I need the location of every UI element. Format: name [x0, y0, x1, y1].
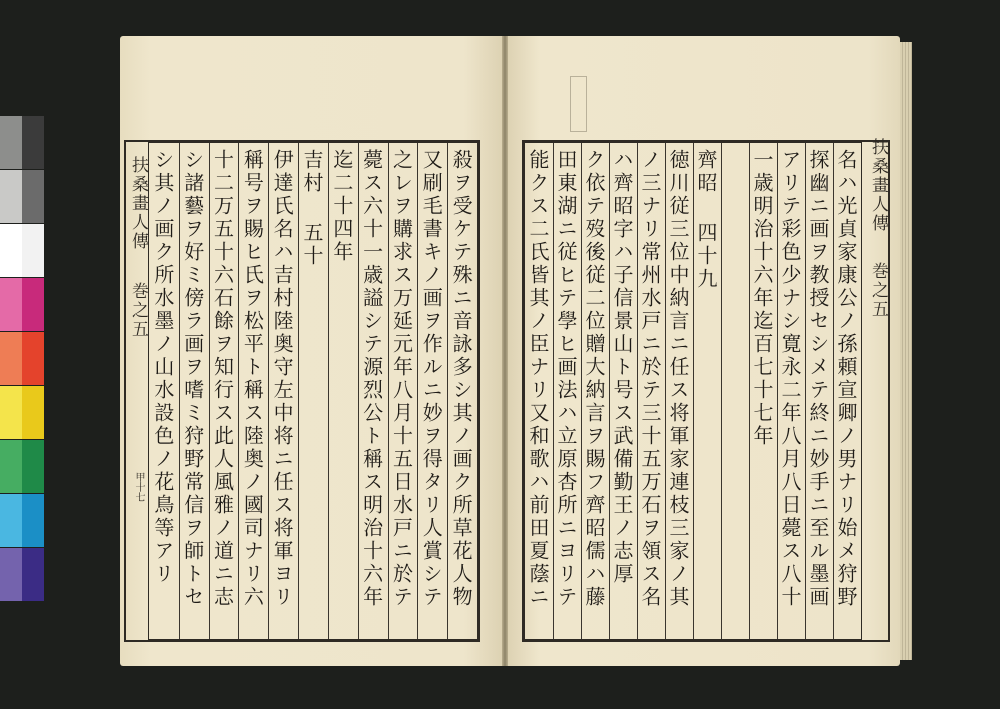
column-rule	[721, 143, 722, 639]
column-rule	[179, 143, 180, 639]
swatch-dark	[22, 170, 44, 223]
swatch-light	[0, 332, 22, 385]
right-text-column: アリテ彩色少ナシ寛永二年八月八日薨ス八十	[778, 149, 802, 609]
color-calibration-strip	[0, 116, 44, 602]
left-text-column: 吉村 五十	[300, 149, 324, 268]
left-text-column: 稱号ヲ賜ヒ氏ヲ松平ト稱ス陸奥ノ國司ナリ六	[240, 149, 265, 609]
swatch-dark	[22, 386, 44, 439]
left-page-text-block	[148, 142, 478, 640]
column-rule	[447, 143, 448, 639]
page-fore-edge	[900, 42, 912, 660]
swatch-dark	[22, 548, 44, 601]
column-rule	[693, 143, 694, 639]
faint-stamp	[570, 76, 587, 132]
left-fold-volume: 巻之五	[128, 282, 148, 339]
column-rule	[777, 143, 778, 639]
swatch-dark	[22, 278, 44, 331]
column-rule	[581, 143, 582, 639]
column-rule	[268, 143, 269, 639]
right-text-column: ク依テ歿後従二位贈大納言ヲ賜フ齊昭儒ハ藤	[582, 149, 606, 609]
swatch-light	[0, 548, 22, 601]
swatch-light	[0, 494, 22, 547]
swatch-light	[0, 170, 22, 223]
column-rule	[328, 143, 329, 639]
column-rule	[637, 143, 638, 639]
open-book	[116, 28, 914, 674]
column-rule	[238, 143, 239, 639]
right-page-text-block	[524, 142, 862, 640]
swatch-dark	[22, 494, 44, 547]
swatch-dark	[22, 116, 44, 169]
right-page	[508, 36, 900, 666]
column-rule	[388, 143, 389, 639]
column-rule	[609, 143, 610, 639]
right-text-column: 能クス二氏皆其ノ臣ナリ又和歌ハ前田夏蔭ニ	[526, 149, 550, 609]
right-text-column: 田東湖ニ従ヒテ學ヒ画法ハ立原杏所ニヨリテ	[554, 149, 578, 609]
left-text-column: シ其ノ画ク所水墨ノ山水設色ノ花鳥等アリ	[150, 149, 175, 586]
right-fold-title: 扶桑畫人傳	[868, 138, 888, 233]
swatch-light	[0, 440, 22, 493]
swatch-light	[0, 116, 22, 169]
left-text-column: シ諸藝ヲ好ミ傍ラ画ヲ嗜ミ狩野常信ヲ師トセ	[180, 149, 205, 609]
right-text-column: 名ハ光貞家康公ノ孫頼宣卿ノ男ナリ始メ狩野	[834, 149, 858, 609]
left-text-column: 伊達氏名ハ吉村陸奥守左中将ニ任ス将軍ヨリ	[270, 149, 295, 609]
right-fold-volume: 巻之五	[868, 262, 888, 319]
left-text-column: 之レヲ購求ス万延元年八月十五日水戸ニ於テ	[389, 149, 414, 609]
swatch-light	[0, 278, 22, 331]
left-page	[120, 36, 502, 666]
column-rule	[209, 143, 210, 639]
column-rule	[298, 143, 299, 639]
right-text-column: 探幽ニ画ヲ教授セシメテ終ニ妙手ニ至ル墨画	[806, 149, 830, 609]
left-text-column: 殺ヲ受ケテ殊ニ音詠多シ其ノ画ク所草花人物	[449, 149, 474, 609]
right-text-column: 齊昭 四十九	[694, 149, 718, 291]
column-rule	[833, 143, 834, 639]
swatch-light	[0, 224, 22, 277]
left-fold-leaf: 甲十七	[133, 472, 144, 502]
right-page-frame	[522, 140, 890, 642]
column-rule	[417, 143, 418, 639]
left-text-column: 十二万五十六石餘ヲ知行ス此人風雅ノ道ニ志	[210, 149, 235, 609]
right-text-column: ノ三ナリ常州水戸ニ於テ三十五万石ヲ領ス名	[638, 149, 662, 609]
column-rule	[805, 143, 806, 639]
left-text-column: 迄二十四年	[329, 149, 354, 264]
left-text-column: 又刷毛書キノ画ヲ作ルニ妙ヲ得タリ人賞シテ	[419, 149, 444, 609]
swatch-dark	[22, 332, 44, 385]
column-rule	[749, 143, 750, 639]
column-rule	[358, 143, 359, 639]
swatch-light	[0, 386, 22, 439]
left-text-column: 薨ス六十一歳謚シテ源烈公ト稱ス明治十六年	[359, 149, 384, 609]
swatch-dark	[22, 440, 44, 493]
left-page-frame	[124, 140, 480, 642]
right-text-column: 一歳明治十六年迄百七十七年	[750, 149, 774, 448]
left-fold-title: 扶桑畫人傳	[128, 156, 148, 251]
right-text-column: 徳川従三位中納言ニ任ス将軍家連枝三家ノ其	[666, 149, 690, 609]
column-rule	[553, 143, 554, 639]
right-text-column: ハ齊昭字ハ子信景山ト号ス武備勤王ノ志厚	[610, 149, 634, 586]
swatch-dark	[22, 224, 44, 277]
column-rule	[665, 143, 666, 639]
